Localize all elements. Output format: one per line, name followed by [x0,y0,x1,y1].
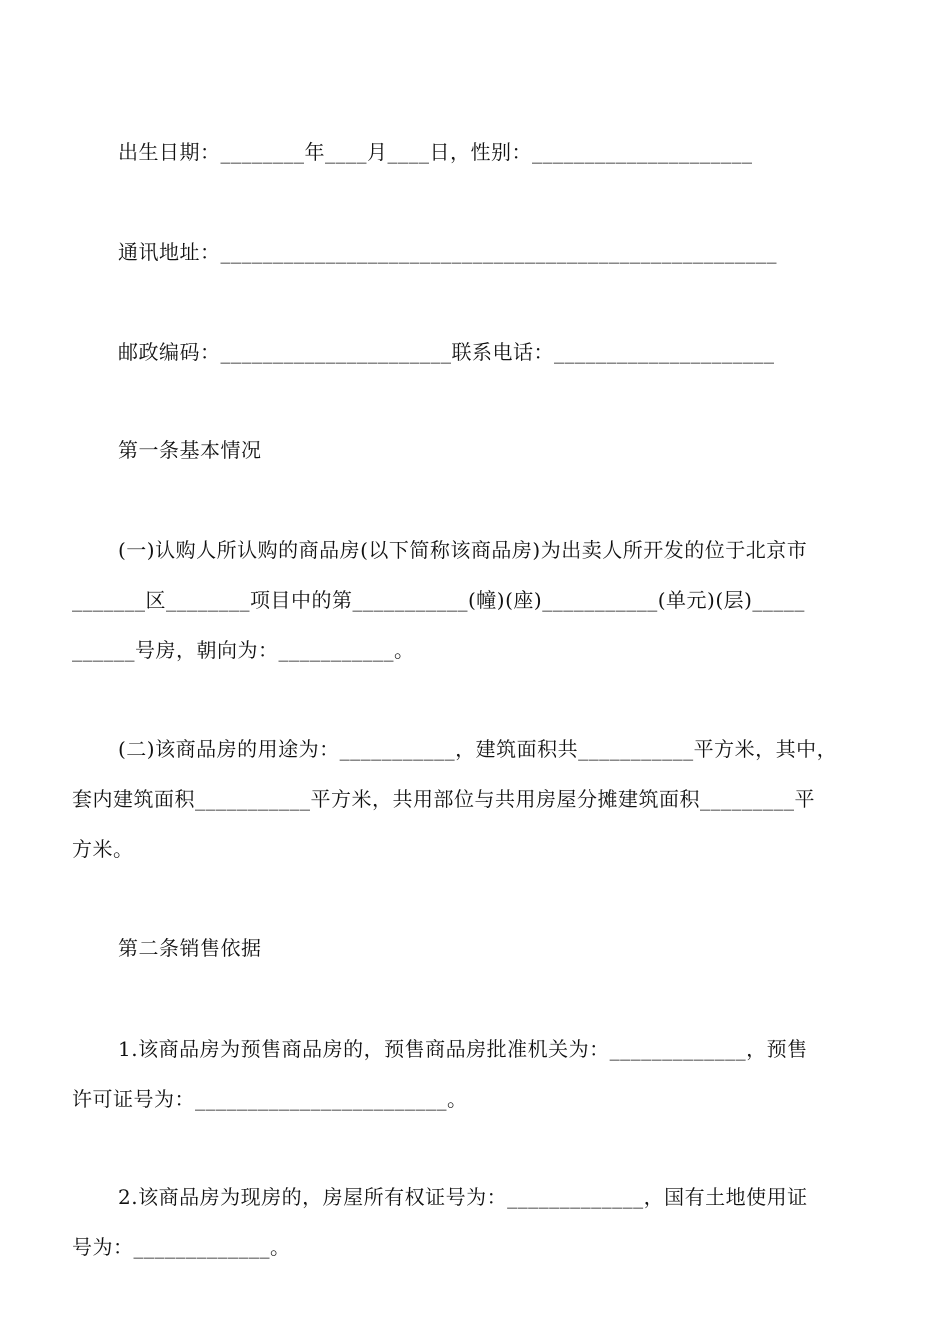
basis-one-line-2: 许可证号为：________________________。 [72,1087,468,1111]
clause-two-line-3: 方米。 [72,837,134,861]
birth-gender-line: 出生日期：________年____月____日，性别：_____________________ [118,140,753,164]
clause-two-line-2: 套内建筑面积___________平方米，共用部位与共用房屋分摊建筑面积_________平 [72,787,815,811]
article-one-heading: 第一条基本情况 [118,438,262,462]
basis-one-line-1: 1.该商品房为预售商品房的，预售商品房批准机关为：_____________，预售 [118,1037,808,1061]
clause-one-line-3: ______号房，朝向为：___________。 [72,638,415,662]
clause-one-line-2: _______区________项目中的第___________(幢)(座)___________(单元)(层)_____ [72,588,805,612]
basis-two-line-2: 号为：_____________。 [72,1235,291,1259]
address-line: 通讯地址：_____________________________________________________ [118,240,777,264]
clause-two-line-1: (二)该商品房的用途为：___________，建筑面积共___________平方米，其中， [118,737,838,761]
clause-one-line-1: (一)认购人所认购的商品房(以下简称该商品房)为出卖人所开发的位于北京市 [118,538,808,562]
postcode-phone-line: 邮政编码：______________________联系电话：_____________________ [118,340,775,364]
article-two-heading: 第二条销售依据 [118,936,262,960]
basis-two-line-1: 2.该商品房为现房的，房屋所有权证号为：_____________，国有土地使用证 [118,1185,808,1209]
